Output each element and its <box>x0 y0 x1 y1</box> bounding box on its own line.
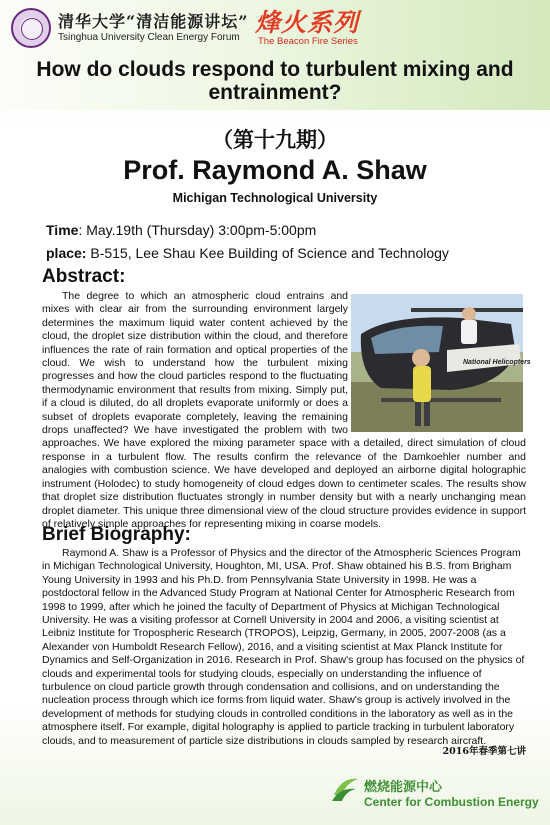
issue-number: （第十九期） <box>212 127 338 152</box>
biography-text: Raymond A. Shaw is a Professor of Physics and the director of the Atmospheric Sciences Program in Michigan Technological University, Houghton, MI, USA. Prof. Shaw obtained his B.S. from Brigham Young University in 1993 and his Ph.D. from Pennsylvania State University in 1998. He was a postdoctoral fellow in the Advanced Study Program at National Center for Atmospheric Research from 1998 to 1999, after which he joined the faculty of Department of Physics at Michigan Technological University. He was a visiting professor at Cornell University in 2004 and 2006, a visiting scientist at Leibniz Institute for Tropospheric Research (TROPOS), Leipzig, Germany, in 2005, 2007-2008 (as a Alexander von Humboldt Research Fellow), 2016, and a visiting scientist at Max Planck Institute for Dynamics and Self-Organization in 2016. Research in Prof. Shaw's group has focused on the physics of clouds and experimental tools for studying clouds, especially on understanding the influence of turbulence on cloud particle growth through condensation and collisions, and on understanding the nucleation process through which ice forms from liquid water. Shaw's group is actively involved in the development of methods for studying clouds in controlled conditions in the laboratory as well as in the atmosphere itself. For example, digital holography is applied to particle tracking in turbulent laboratory clouds, and to measurement of particle size distributions in clouds sampled by research aircraft. <box>42 547 525 747</box>
time-label: Time <box>46 222 79 238</box>
combustion-center-logo-icon <box>330 773 360 803</box>
header-banner <box>0 0 550 110</box>
event-time <box>46 222 316 238</box>
series-name-cn: 烽火系列 <box>255 8 360 37</box>
series-name-en: The Beacon Fire Series <box>258 36 358 47</box>
biography-heading: Brief Biography: <box>42 524 191 545</box>
place-label: place: <box>46 245 87 261</box>
abstract-heading: Abstract: <box>42 266 126 287</box>
speaker-name: Prof. Raymond A. Shaw <box>123 155 427 185</box>
center-name-cn: 燃烧能源中心 <box>364 779 443 794</box>
speaker-affiliation: Michigan Technological University <box>172 191 378 205</box>
time-value: : May.19th (Thursday) 3:00pm-5:00pm <box>78 222 317 238</box>
event-place <box>46 245 449 261</box>
place-value: B-515, Lee Shau Kee Building of Science and Technology <box>86 245 449 261</box>
helicopter-text: National Helicopters <box>463 359 531 366</box>
forum-name-cn: 清华大学“清洁能源讲坛” <box>58 12 249 31</box>
lecture-title: How do clouds respond to turbulent mixing and entrainment? <box>36 58 514 104</box>
university-seal-icon <box>11 8 51 48</box>
forum-name-en: Tsinghua University Clean Energy Forum <box>58 32 240 43</box>
lecture-note: 2016年春季第七讲 <box>442 746 526 757</box>
abstract-text: The degree to which an atmospheric cloud entrains and mixes with clear air from the surrounding environment largely determines the maximum liquid water content achieved by the cloud, the droplet size distribution within the cloud, and therefore influences the rate of rain formation and optical properties of the cloud. We wish to understand how the turbulent mixing progresses and how the cloud particles respond to the fluctuating thermodynamic environment that results from mixing. Simply put, if a cloud is diluted, do all droplets evaporate uniformly or does a subset of droplets evaporate completely, leaving the remaining drops unaffected? We have investigated the problem with two approaches. We have explored the mixing parameter space with a detailed, direct simulation of cloud response in a turbulent flow. The results confirm the relevance of the Damkoehler number and analogies with combustion science. We have developed and deployed an airborne digital holographic instrument (Holodec) to study homogeneity of cloud edges down to centimeter scales. The results show that droplet size distribution fluctuates strongly in number density but with a nearly unchanging mean droplet diameter. This unique three dimensional view of the cloud structure provides evidence in support of relatively simple approaches for representing mixing in coarse models. <box>42 290 526 530</box>
center-name-en: Center for Combustion Energy <box>364 795 539 809</box>
